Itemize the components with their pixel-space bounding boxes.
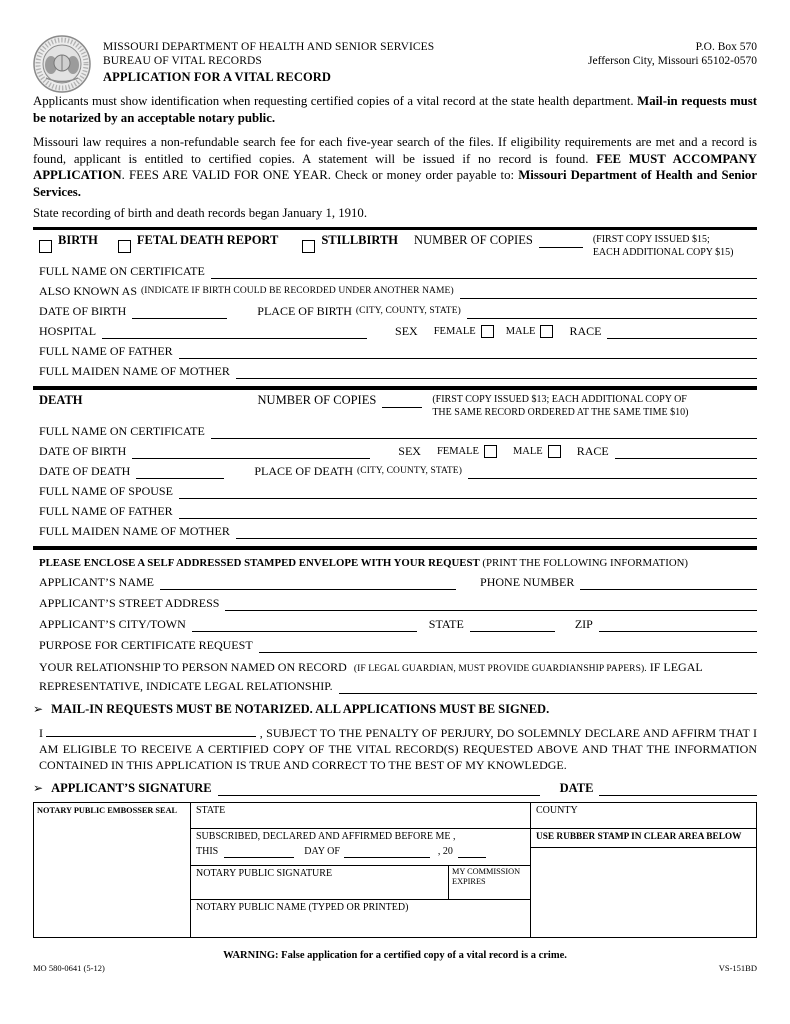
notary-right-column xyxy=(531,803,756,937)
notary-subscribed-cell xyxy=(191,829,530,866)
death-dod-label: DATE OF DEATH xyxy=(39,463,131,478)
death-female-label: FEMALE xyxy=(436,445,479,457)
birth-fee-note xyxy=(593,233,734,259)
purpose-field[interactable] xyxy=(259,638,757,653)
applicant-signature-label: APPLICANT’S SIGNATURE xyxy=(51,780,212,795)
notary-year-field[interactable] xyxy=(458,846,486,858)
birth-hospital-label: HOSPITAL xyxy=(39,323,97,338)
birth-type-row xyxy=(39,233,757,259)
notary-name-label: NOTARY PUBLIC NAME (TYPED OR PRINTED) xyxy=(196,901,409,913)
birth-fee-note-line2: EACH ADDITIONAL COPY $15) xyxy=(592,246,734,258)
applicant-city-row xyxy=(39,617,757,632)
rubber-stamp-note-cell xyxy=(531,829,756,848)
death-dob-field[interactable] xyxy=(132,444,370,459)
death-mother-label: FULL MAIDEN NAME OF MOTHER xyxy=(39,523,230,538)
birth-full-name-field[interactable] xyxy=(211,264,757,279)
death-race-field[interactable] xyxy=(615,444,757,459)
payable-to-text: Missouri Department of Health and Senior Services. xyxy=(33,168,757,199)
death-spouse-field[interactable] xyxy=(179,484,757,499)
applicant-street-field[interactable] xyxy=(225,596,757,611)
relationship-if-legal-text: IF LEGAL xyxy=(649,659,703,674)
applicant-street-row xyxy=(39,596,757,611)
notary-date-line xyxy=(196,846,525,858)
missouri-state-seal-logo xyxy=(33,35,91,93)
notarize-requirement-text: Mail-in requests must be notarized by an acceptable notary public. xyxy=(33,94,758,125)
mailing-address xyxy=(588,35,757,68)
birth-pob-field[interactable] xyxy=(467,304,757,319)
birth-aka-note: (INDICATE IF BIRTH COULD BE RECORDED UNDER ANOTHER NAME) xyxy=(141,285,454,296)
declaration-body: , SUBJECT TO THE PENALTY OF PERJURY, DO SOLEMNLY DECLARE AND AFFIRM THAT I AM ELIGIBLE TO RECEIVE A CERTIFIED COPY OF THE VITAL RECORD(S) REQUESTED ABOVE AND THAT THE INFORMATION CONTAINED IN THIS APPLICATION IS TRUE AND CORRECT TO THE BEST OF MY KNOWLEDGE. xyxy=(39,725,758,772)
subscribed-text: SUBSCRIBED, DECLARED AND AFFIRMED BEFORE ME , xyxy=(196,830,456,842)
notary-signature-cell[interactable] xyxy=(191,866,448,899)
death-male-checkbox[interactable] xyxy=(548,445,561,458)
envelope-instruction-bold: PLEASE ENCLOSE A SELF ADDRESSED STAMPED ENVELOPE WITH YOUR REQUEST xyxy=(39,556,480,569)
section-divider-top xyxy=(33,227,757,230)
notary-month-field[interactable] xyxy=(344,846,430,858)
death-fee-note-line2: THE SAME RECORD ORDERED AT THE SAME TIME $10) xyxy=(432,406,689,418)
notary-state-cell[interactable] xyxy=(191,803,530,829)
notary-signature-row xyxy=(191,866,530,900)
relationship-line1 xyxy=(39,660,757,677)
city-state-zip-line: Jefferson City, Missouri 65102-0570 xyxy=(588,55,757,67)
death-section-title: DEATH xyxy=(39,392,83,407)
footer-meta xyxy=(33,963,757,973)
signature-date-field[interactable] xyxy=(599,781,757,796)
birth-checkbox[interactable] xyxy=(39,240,52,253)
identification-text: Applicants must show identification when requesting certified copies of a vital record at the state health department. xyxy=(33,94,634,108)
signature-row xyxy=(33,780,757,796)
section-divider-death-applicant xyxy=(33,546,757,550)
fee-must-accompany-text: FEE MUST ACCOMPANY APPLICATION xyxy=(33,151,757,182)
year-prefix-label: , 20 xyxy=(437,845,453,857)
death-mother-field[interactable] xyxy=(236,524,757,539)
death-full-name-row xyxy=(39,424,757,439)
form-header xyxy=(33,35,757,91)
mail-in-notice xyxy=(33,702,757,717)
death-female-checkbox[interactable] xyxy=(484,445,497,458)
envelope-instruction-row xyxy=(33,557,757,569)
day-of-label: DAY OF xyxy=(304,845,340,857)
death-dob-label: DATE OF BIRTH xyxy=(39,443,127,458)
rubber-stamp-note: USE RUBBER STAMP IN CLEAR AREA BELOW xyxy=(536,831,742,842)
birth-father-label: FULL NAME OF FATHER xyxy=(39,343,173,358)
notary-table xyxy=(33,802,757,938)
birth-mother-row xyxy=(39,364,757,379)
agency-name: MISSOURI DEPARTMENT OF HEALTH AND SENIOR SERVICES xyxy=(103,41,435,53)
death-spouse-row xyxy=(39,484,757,499)
birth-fee-note-line1: (FIRST COPY ISSUED $15; xyxy=(592,233,710,245)
po-box-line: P.O. Box 570 xyxy=(695,41,757,53)
death-dod-row xyxy=(39,464,757,479)
applicant-city-field[interactable] xyxy=(192,617,417,632)
birth-dob-row xyxy=(39,304,757,319)
death-copies-label: NUMBER OF COPIES xyxy=(257,392,377,407)
relationship-line2 xyxy=(39,679,757,694)
birth-female-label: FEMALE xyxy=(433,325,476,337)
purpose-row xyxy=(39,638,757,653)
declaration-prefix: I xyxy=(39,725,43,740)
notary-signature-label: NOTARY PUBLIC SIGNATURE xyxy=(196,867,333,879)
birth-female-checkbox[interactable] xyxy=(481,325,494,338)
arrow-bullet-icon: ➢ xyxy=(33,701,44,716)
section-divider-birth-death xyxy=(33,386,757,390)
birth-dob-field[interactable] xyxy=(132,304,227,319)
relationship-guardian-note: (IF LEGAL GUARDIAN, MUST PROVIDE GUARDIANSHIP PAPERS). xyxy=(353,663,647,674)
form-title: APPLICATION FOR A VITAL RECORD xyxy=(103,70,332,84)
applicant-street-label: APPLICANT’S STREET ADDRESS xyxy=(39,595,220,610)
relationship-block xyxy=(33,660,757,694)
birth-mother-label: FULL MAIDEN NAME OF MOTHER xyxy=(39,363,230,378)
legal-relationship-field[interactable] xyxy=(339,679,757,694)
death-copies-field[interactable] xyxy=(382,393,422,408)
birth-record-section xyxy=(33,233,757,379)
this-label: THIS xyxy=(196,845,219,857)
death-father-row xyxy=(39,504,757,519)
relationship-label: YOUR RELATIONSHIP TO PERSON NAMED ON RECORD xyxy=(39,659,347,674)
zip-field[interactable] xyxy=(599,617,757,632)
death-full-name-label: FULL NAME ON CERTIFICATE xyxy=(39,423,205,438)
death-father-field[interactable] xyxy=(179,504,757,519)
death-dod-field[interactable] xyxy=(136,464,224,479)
birth-pob-label: PLACE OF BIRTH xyxy=(257,303,352,318)
rubber-stamp-clear-area[interactable] xyxy=(531,848,756,937)
death-pod-field[interactable] xyxy=(468,464,757,479)
recording-start-paragraph: State recording of birth and death records began January 1, 1910. xyxy=(33,206,368,220)
notary-day-field[interactable] xyxy=(224,846,294,858)
relationship-line2-text: REPRESENTATIVE, INDICATE LEGAL RELATIONSHIP. xyxy=(39,678,333,693)
notary-name-cell[interactable] xyxy=(191,900,530,937)
death-spouse-label: FULL NAME OF SPOUSE xyxy=(39,483,173,498)
birth-race-field[interactable] xyxy=(607,324,757,339)
stillbirth-label: STILLBIRTH xyxy=(321,232,399,247)
birth-pob-note: (CITY, COUNTY, STATE) xyxy=(355,305,461,316)
applicant-name-label: APPLICANT’S NAME xyxy=(39,574,155,589)
birth-aka-field[interactable] xyxy=(460,284,757,299)
phone-number-field[interactable] xyxy=(580,575,757,590)
purpose-label: PURPOSE FOR CERTIFICATE REQUEST xyxy=(39,637,253,652)
applicant-city-label: APPLICANT’S CITY/TOWN xyxy=(39,616,186,631)
birth-mother-field[interactable] xyxy=(236,364,757,379)
notary-state-label: STATE xyxy=(196,804,226,816)
form-code: VS-151BD xyxy=(718,962,757,973)
death-fee-note-line1: (FIRST COPY ISSUED $13; EACH ADDITIONAL COPY OF xyxy=(432,393,687,405)
death-title-row xyxy=(39,393,757,419)
death-race-label: RACE xyxy=(576,443,609,458)
death-record-section xyxy=(33,393,757,539)
commission-expires-cell[interactable] xyxy=(448,866,530,899)
identification-paragraph xyxy=(33,93,757,126)
birth-hospital-field[interactable] xyxy=(102,324,367,339)
state-label: STATE xyxy=(428,616,464,631)
birth-male-checkbox[interactable] xyxy=(540,325,553,338)
warning-text: WARNING: False application for a certified copy of a vital record is a crime. xyxy=(223,949,567,961)
form-number: MO 580-0641 (5-12) xyxy=(33,962,105,973)
death-sex-label: SEX xyxy=(398,443,421,458)
notary-middle-column xyxy=(191,803,531,937)
bureau-name: BUREAU OF VITAL RECORDS xyxy=(103,55,262,67)
zip-label: ZIP xyxy=(574,616,593,631)
death-mother-row xyxy=(39,524,757,539)
applicant-signature-field[interactable] xyxy=(218,781,540,796)
date-label: DATE xyxy=(559,780,594,795)
state-field[interactable] xyxy=(470,617,555,632)
death-male-label: MALE xyxy=(512,445,543,457)
death-fee-note xyxy=(432,393,688,419)
applicant-section xyxy=(33,557,757,796)
applicant-name-field[interactable] xyxy=(160,575,456,590)
fetal-death-report-label: FETAL DEATH REPORT xyxy=(136,232,279,247)
birth-male-label: MALE xyxy=(505,325,536,337)
birth-dob-label: DATE OF BIRTH xyxy=(39,303,127,318)
birth-hospital-row xyxy=(39,324,757,339)
search-fee-paragraph xyxy=(33,134,757,200)
birth-aka-label: ALSO KNOWN AS xyxy=(39,283,138,298)
agency-identity xyxy=(103,35,588,84)
death-dob-row xyxy=(39,444,757,459)
notary-county-cell[interactable] xyxy=(531,803,756,829)
birth-copies-field[interactable] xyxy=(539,233,583,248)
embosser-seal-label: NOTARY PUBLIC EMBOSSER SEAL xyxy=(37,805,178,815)
birth-sex-label: SEX xyxy=(395,323,418,338)
birth-aka-row xyxy=(39,284,757,299)
fetal-death-report-checkbox[interactable] xyxy=(118,240,131,253)
birth-father-field[interactable] xyxy=(179,344,757,359)
death-full-name-field[interactable] xyxy=(211,424,757,439)
notary-county-label: COUNTY xyxy=(536,804,578,816)
birth-race-label: RACE xyxy=(569,323,602,338)
phone-number-label: PHONE NUMBER xyxy=(480,574,575,589)
death-pod-note: (CITY, COUNTY, STATE) xyxy=(357,465,462,476)
search-fee-text: Missouri law requires a non-refundable search fee for each five-year search of the files. If eligibility requirements are met and a record is found, applicant is entitled to certified copies. A statement will be issued if no record is found. xyxy=(33,135,757,166)
death-father-label: FULL NAME OF FATHER xyxy=(39,503,173,518)
birth-copies-label: NUMBER OF COPIES xyxy=(414,232,533,247)
birth-father-row xyxy=(39,344,757,359)
birth-full-name-label: FULL NAME ON CERTIFICATE xyxy=(39,263,205,278)
death-pod-label: PLACE OF DEATH xyxy=(254,463,354,478)
perjury-declaration xyxy=(33,724,757,773)
mail-in-notice-text: MAIL-IN REQUESTS MUST BE NOTARIZED. ALL APPLICATIONS MUST BE SIGNED. xyxy=(51,701,550,716)
arrow-bullet-icon: ➢ xyxy=(33,780,44,795)
birth-checkbox-label: BIRTH xyxy=(58,232,98,247)
fees-valid-text: . FEES ARE VALID FOR ONE YEAR. Check or money order payable to: xyxy=(121,168,515,182)
applicant-name-row xyxy=(39,575,757,590)
declarant-name-field[interactable] xyxy=(46,724,256,737)
commission-expires-label: MY COMMISSION EXPIRES xyxy=(452,866,521,886)
birth-full-name-row xyxy=(39,264,757,279)
stillbirth-checkbox[interactable] xyxy=(302,240,315,253)
embosser-seal-cell[interactable] xyxy=(34,803,191,937)
envelope-instruction-note: (PRINT THE FOLLOWING INFORMATION) xyxy=(482,556,689,569)
